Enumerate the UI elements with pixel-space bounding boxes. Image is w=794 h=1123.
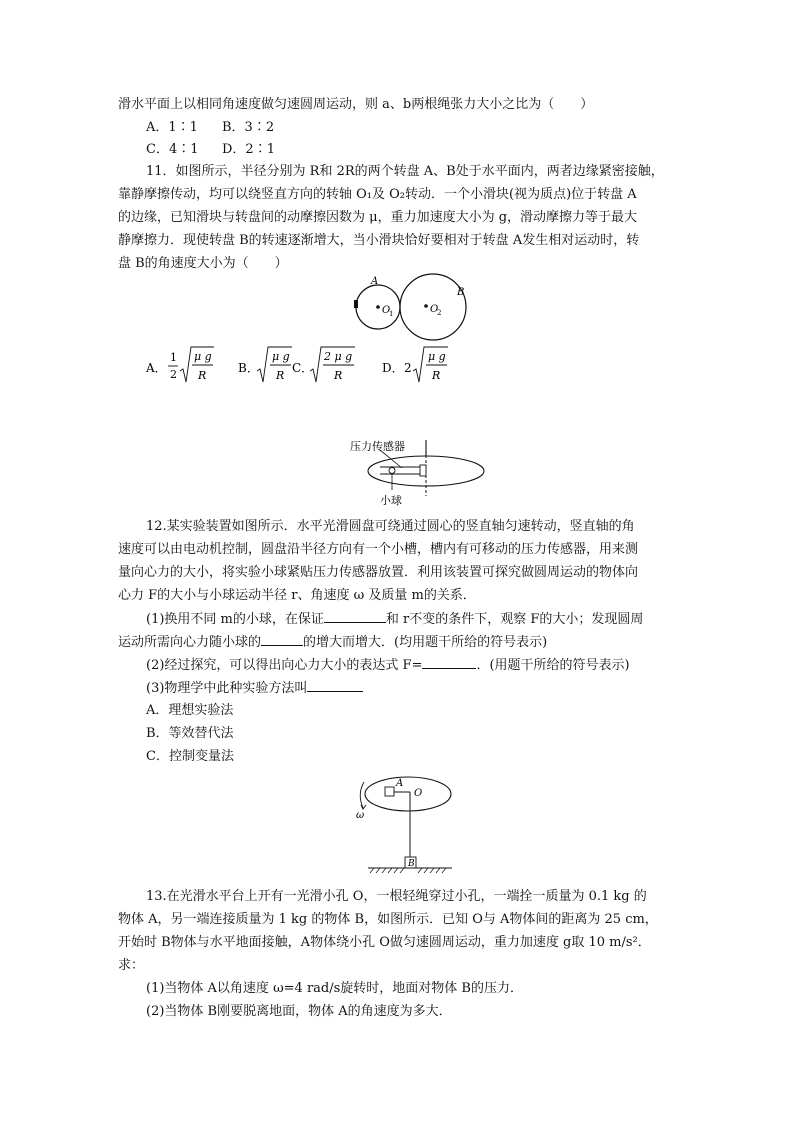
q10-option-d: D．2∶1: [222, 142, 275, 157]
option-c-num: 2 μ g: [324, 350, 353, 363]
q12-sub1-text-d: 的增大而增大．(均用题干所给的符号表示): [303, 635, 548, 650]
ball-label: 小球: [380, 494, 402, 507]
q12-line-3: 量向心力的大小，将实验小球紧贴压力传感器放置．利用该装置可探究做圆周运动的物体向: [118, 565, 639, 580]
q12-sub3-text: (3)物理学中此种实验方法叫: [146, 681, 308, 696]
option-d-prefix: D．: [382, 361, 404, 375]
q12-sub1-text-c: 运动所需向心力随小球的: [118, 635, 262, 650]
option-b-prefix: B．: [238, 361, 259, 375]
axis-o2-dot: [424, 304, 428, 308]
q12-option-a: A．理想实验法: [146, 703, 234, 718]
q13-sub2: (2)当物体 B刚要脱离地面，物体 A的角速度为多大．: [146, 1004, 452, 1019]
q13-sub1: (1)当物体 A以角速度 ω=4 rad/s旋转时，地面对物体 B的压力．: [146, 981, 523, 996]
q12-sub2-text-b: ．(用题干所给的符号表示): [476, 658, 630, 673]
axis-o1-dot: [376, 305, 380, 309]
q12-line-4: 心力 F的大小与小球运动半径 r、角速度 ω 及质量 m的关系．: [118, 588, 476, 603]
q12-sub1-text-b: 和 r不变的条件下，观察 F的大小；发现圆周: [385, 612, 644, 627]
option-b-den: R: [276, 369, 285, 382]
q11-line-4: 静摩擦力．现使转盘 B的转速逐渐增大，当小滑块恰好要相对于转盘 A发生相对运动时，转: [118, 233, 640, 248]
label-b: B: [457, 287, 465, 298]
q12-line-2: 速度可以由电动机控制，圆盘沿半径方向有一个小槽，槽内有可移动的压力传感器，用来测: [118, 542, 639, 557]
q12-sub2-text-a: (2)经过探究，可以得出向心力大小的表达式 F=: [146, 658, 423, 673]
q12-sub1-text-a: (1)换用不同 m的小球，在保证: [146, 612, 324, 627]
label-a: A: [396, 778, 404, 789]
q10-stem-tail: 滑水平面上以相同角速度做匀速圆周运动，则 a、b两根绳张力大小之比为（ ）: [118, 97, 594, 112]
label-omega: ω: [356, 810, 365, 821]
q11-line-3: 的边缘，已知滑块与转盘间的动摩擦因数为 μ，重力加速度大小为 g，滑动摩擦力等于最大: [118, 210, 638, 225]
q11-line-5: 盘 B的角速度大小为（ ）: [118, 256, 288, 271]
q11-options: [140, 344, 470, 390]
option-a-coef-den: 2: [170, 368, 177, 381]
q13-table-figure: [350, 772, 460, 874]
option-b-num: μ g: [272, 350, 290, 363]
horizontal-table: [365, 777, 451, 811]
label-o1: O: [382, 305, 391, 316]
q13-line-3: 开始时 B物体与水平地面接触，A物体绕小孔 O做匀速圆周运动，重力加速度 g取 10 m/s²．: [118, 935, 651, 950]
q12-sub3-row: [146, 679, 363, 698]
q10-option-b: B．3∶2: [222, 120, 275, 135]
slider-block: [354, 300, 358, 308]
q12-sub1-row2: [118, 633, 547, 652]
option-c-den: R: [334, 369, 343, 382]
option-d-coef: 2: [404, 361, 412, 375]
option-a-prefix: A．: [146, 361, 167, 375]
option-d-num: μ g: [428, 350, 446, 363]
q11-turntables-figure: [340, 270, 480, 346]
q12-sub2-row: [146, 656, 630, 675]
q11-line-1: 11．如图所示，半径分别为 R和 2R的两个转盘 A、B处于水平面内，两者边缘紧密接触，: [146, 164, 664, 179]
label-o2: O: [430, 304, 439, 315]
q13-line-2: 物体 A，另一端连接质量为 1 kg 的物体 B，如图所示．已知 O与 A物体间的距离为 25 cm，: [118, 912, 658, 927]
small-ball: [389, 468, 395, 474]
q12-disk-figure: [340, 438, 490, 510]
q12-blank-1[interactable]: [324, 610, 386, 623]
label-o: O: [414, 788, 423, 799]
q13-line-1: 13.在光滑水平台上开有一光滑小孔 O，一根轻绳穿过小孔，一端拴一质量为 0.1 kg 的: [146, 889, 647, 904]
label-b: B: [408, 859, 415, 869]
sensor-label: 压力传感器: [350, 440, 405, 453]
block-a: [385, 787, 394, 796]
q10-option-c: C．4∶1: [146, 142, 199, 157]
q12-line-1: 12.某实验装置如图所示．水平光滑圆盘可绕通过圆心的竖直轴匀速转动，竖直轴的角: [146, 519, 635, 534]
label-a: A: [371, 276, 379, 287]
q11-line-2: 靠静摩擦传动，均可以绕竖直方向的转轴 O₁及 O₂转动．一个小滑块(视为质点)位于转盘 A: [118, 187, 637, 202]
q12-blank-4[interactable]: [307, 679, 363, 692]
pressure-sensor: [420, 465, 426, 476]
option-d-den: R: [432, 369, 441, 382]
omega-arrow: [360, 782, 364, 808]
q12-option-c: C．控制变量法: [146, 749, 234, 764]
option-c-prefix: C．: [292, 361, 314, 375]
label-o1-sub: 1: [389, 310, 394, 318]
option-a-coef-num: 1: [170, 351, 177, 364]
q10-option-a: A．1∶1: [146, 120, 198, 135]
option-a-den: R: [198, 369, 207, 382]
q12-blank-3[interactable]: [422, 656, 476, 669]
option-a-num: μ g: [194, 350, 212, 363]
label-o2-sub: 2: [437, 309, 442, 317]
q13-line-4: 求：: [118, 958, 145, 973]
q12-sub1-row1: [146, 610, 643, 629]
q12-blank-2[interactable]: [261, 633, 303, 646]
q12-option-b: B．等效替代法: [146, 726, 234, 741]
